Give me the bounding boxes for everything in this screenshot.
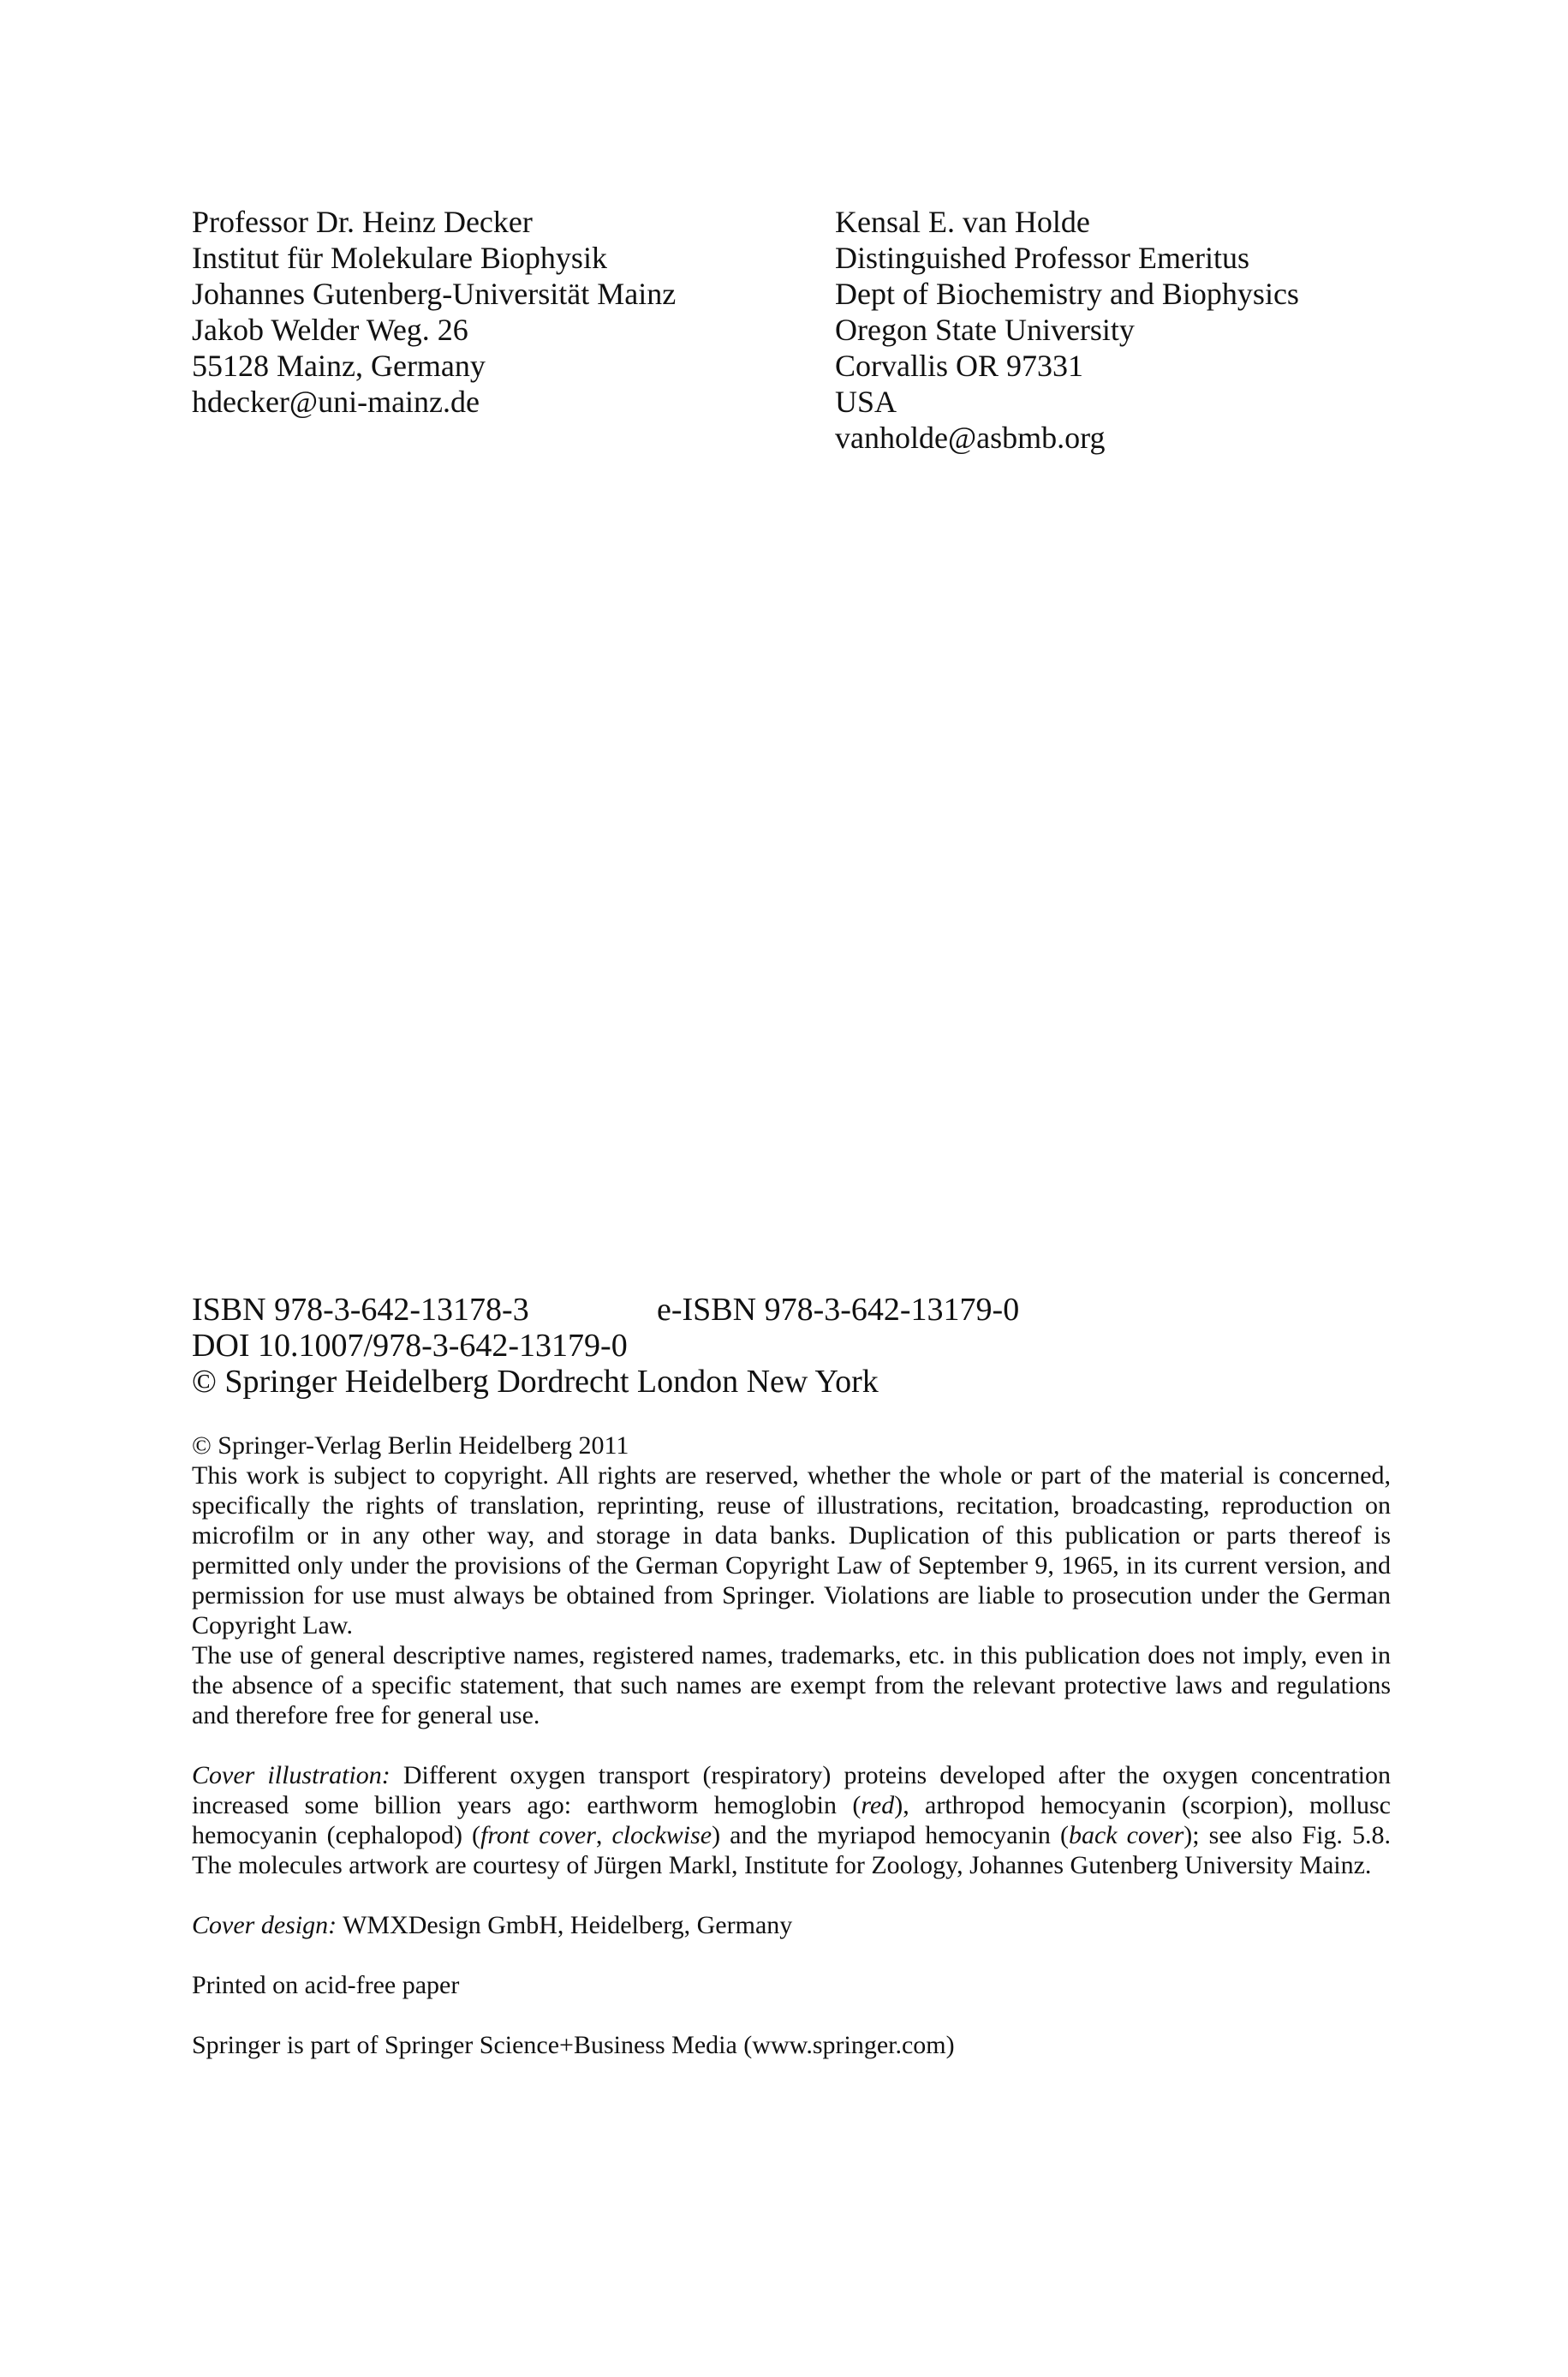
trademark-notice: The use of general descriptive names, registered names, trademarks, etc. in this publication does not imply, even in the absence of a specific statement, that such names are exempt from the relevant protective laws and regulations and therefore free for general use. xyxy=(192,1641,1391,1729)
isbn: ISBN 978-3-642-13178-3 xyxy=(192,1292,529,1328)
publisher-note: Springer is part of Springer Science+Business Media (www.springer.com) xyxy=(192,2031,955,2059)
cover-design-label: Cover design: xyxy=(192,1911,337,1939)
author-address-decker xyxy=(192,204,676,420)
cover-illustration-emphasis: back cover xyxy=(1068,1821,1184,1849)
author-name: Professor Dr. Heinz Decker xyxy=(192,205,533,239)
isbn-row xyxy=(192,1292,1020,1328)
doi-row xyxy=(192,1328,879,1364)
copyright-block xyxy=(192,1430,1391,2060)
identifiers-block xyxy=(192,1292,1020,1400)
author-city: 55128 Mainz, Germany xyxy=(192,349,486,383)
author-name: Kensal E. van Holde xyxy=(835,205,1090,239)
doi: DOI 10.1007/978-3-642-13179-0 xyxy=(192,1328,628,1364)
e-isbn: e-ISBN 978-3-642-13179-0 xyxy=(657,1292,1020,1328)
cover-illustration-text: Different oxygen transport (respiratory) proteins developed after the oxygen concentration increased some billion years ago: earthworm hemoglobin ( xyxy=(192,1761,1391,1819)
cover-illustration-text: ) and the myriapod hemocyanin ( xyxy=(712,1821,1069,1849)
copyright-rights: This work is subject to copyright. All rights are reserved, whether the whole or part of the material is concerned, specifically the rights of translation, reprinting, reuse of illustrations, recitation, broadcasting, reproduction on microfilm or in any other way, and storage in data banks. Duplication of this publication or parts thereof is permitted only under the provisions of the German Copyright Law of September 9, 1965, in its current version, and permission for use must always be obtained from Springer. Violations are liable to prosecution under the German Copyright Law. xyxy=(192,1461,1391,1639)
author-email: hdecker@uni-mainz.de xyxy=(192,385,480,419)
author-city: Corvallis OR 97331 xyxy=(835,349,1084,383)
author-address-van-holde xyxy=(835,204,1299,456)
author-department: Dept of Biochemistry and Biophysics xyxy=(835,277,1299,311)
imprint-row xyxy=(192,1364,879,1400)
author-country: USA xyxy=(835,385,897,419)
cover-illustration-credit xyxy=(192,1760,1391,1880)
cover-illustration-text: , xyxy=(595,1821,612,1849)
author-email: vanholde@asbmb.org xyxy=(835,421,1106,455)
cover-illustration-text: ), arthropod hemocyanin (scorpion), mollusc hemocyanin (cephalopod) ( xyxy=(192,1791,1391,1849)
cover-illustration-label: Cover illustration: xyxy=(192,1761,391,1789)
cover-illustration-emphasis: clockwise xyxy=(611,1821,712,1849)
author-title: Distinguished Professor Emeritus xyxy=(835,241,1249,275)
cover-illustration-emphasis: red xyxy=(861,1791,895,1819)
cover-design-text: WMXDesign GmbH, Heidelberg, Germany xyxy=(337,1911,793,1939)
imprint: © Springer Heidelberg Dordrecht London New York xyxy=(192,1364,879,1400)
copyright-notice: © Springer-Verlag Berlin Heidelberg 2011 xyxy=(192,1431,629,1460)
cover-illustration-text: ); see also Fig. 5.8. The molecules artwork are courtesy of Jürgen Markl, Institute for Zoology, Johannes Gutenberg University Mainz. xyxy=(192,1821,1391,1879)
paper-note: Printed on acid-free paper xyxy=(192,1971,460,1999)
cover-illustration-emphasis: front cover xyxy=(480,1821,596,1849)
author-street: Jakob Welder Weg. 26 xyxy=(192,313,468,347)
author-university: Johannes Gutenberg-Universität Mainz xyxy=(192,277,677,311)
author-university: Oregon State University xyxy=(835,313,1135,347)
cover-design-credit xyxy=(192,1910,1391,1940)
author-institute: Institut für Molekulare Biophysik xyxy=(192,241,607,275)
